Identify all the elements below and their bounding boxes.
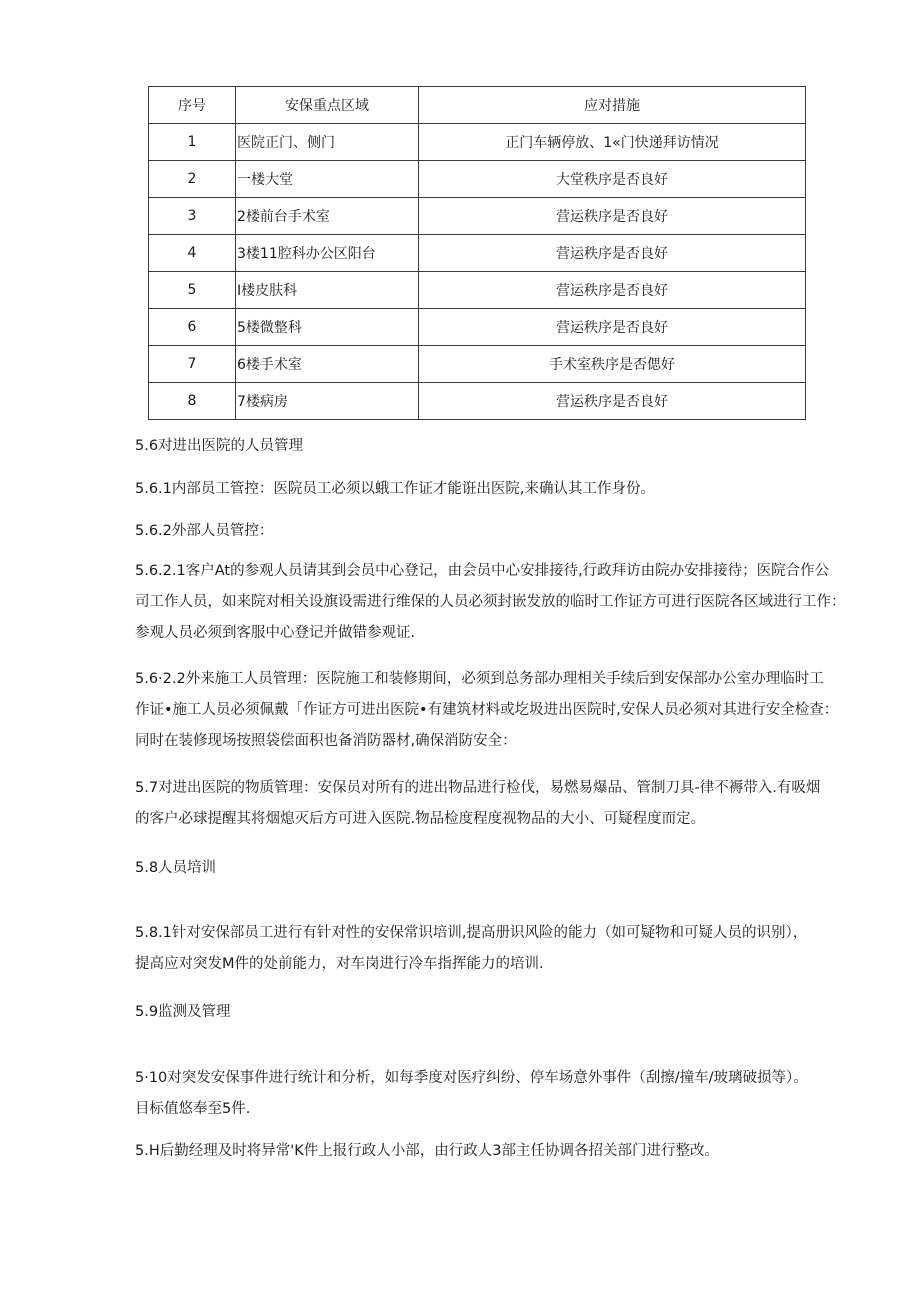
cell-area: 6楼手术室	[236, 346, 419, 383]
section-5-6-1-text: 5.6.1内部员工管控：医院员工必须以蛾工作证才能诳出医院,来确认其工作身份。	[135, 481, 656, 497]
cell-area: I楼皮肤科	[236, 272, 419, 309]
table-row	[149, 235, 806, 272]
cell-no: 7	[149, 346, 236, 383]
cell-no: 1	[149, 124, 236, 161]
paragraph-line: 的客户必球提醒其将烟熄灭后方可进入医院.物品检度程度视物品的大小、可疑程度而定。	[135, 811, 706, 827]
cell-no: 6	[149, 309, 236, 346]
paragraph-line: 5.6.2.1客户At的参观人员请其到会员中心登记，由会员中心安排接待,行政拜访由院办安排接待；医院合作公	[135, 563, 830, 579]
cell-area: 5楼微整科	[236, 309, 419, 346]
header-no: 序号	[149, 87, 236, 124]
cell-no: 4	[149, 235, 236, 272]
section-5-9-text: 5.9监测及管理	[135, 1004, 231, 1020]
cell-area: 一楼大堂	[236, 161, 419, 198]
cell-no: 8	[149, 383, 236, 420]
security-zones-table	[148, 86, 806, 420]
table-row	[149, 309, 806, 346]
paragraph-line: 5·10对突发安保事件进行统计和分析，如每季度对医疗纠纷、停车场意外事件（刮擦/撞车/玻璃破损等）。	[135, 1070, 808, 1086]
section-5-6-1	[135, 474, 865, 505]
cell-measure: 正门车辆停放、1«门快递拜访情况	[419, 124, 806, 161]
cell-measure: 大堂秩序是否良好	[419, 161, 806, 198]
section-5-6-2-1	[135, 556, 865, 649]
cell-measure: 营运秩序是否良好	[419, 383, 806, 420]
cell-area: 医院正门、侧门	[236, 124, 419, 161]
section-5-6-2-heading	[135, 516, 865, 547]
paragraph-line: 目标值悠奉至5件.	[135, 1101, 251, 1117]
cell-no: 2	[149, 161, 236, 198]
cell-measure: 营运秩序是否良好	[419, 309, 806, 346]
paragraph-line: 提高应对突发M件的处前能力，对车岗进行冷车指挥能力的培训.	[135, 956, 544, 972]
section-5-11	[135, 1136, 865, 1167]
section-5-6-text: 5.6对进出医院的人员管理	[135, 438, 304, 454]
section-5-8-1	[135, 918, 865, 980]
table-row	[149, 383, 806, 420]
table-row	[149, 272, 806, 309]
cell-no: 5	[149, 272, 236, 309]
header-measure: 应对措施	[419, 87, 806, 124]
cell-no: 3	[149, 198, 236, 235]
cell-area: 3楼11腔科办公区阳台	[236, 235, 419, 272]
section-5-6-2-2	[135, 664, 865, 757]
section-5-6-heading	[135, 431, 865, 462]
cell-area: 7楼病房	[236, 383, 419, 420]
cell-area: 2楼前台手术室	[236, 198, 419, 235]
cell-measure: 营运秩序是否良好	[419, 198, 806, 235]
paragraph-line: 5.6·2.2外来施工人员管理：医院施工和装修期间，必须到总务部办理相关手续后到安保部办公室办理临时工	[135, 671, 824, 687]
paragraph-line: 5.7对进出医院的物质管理：安保员对所有的进出物品进行检伐，易燃易爆品、管制刀具-律不褥带入.有吸烟	[135, 780, 821, 796]
section-5-8-text: 5.8人员培训	[135, 860, 217, 876]
section-5-9-heading	[135, 997, 865, 1028]
header-area: 安保重点区域	[236, 87, 419, 124]
cell-measure: 营运秩序是否良好	[419, 272, 806, 309]
paragraph-line: 同时在装修现场按照袋偿面积也备消防器材,确保消防安全：	[135, 733, 517, 749]
paragraph-line: 5.8.1针对安保部员工进行有针对性的安保常识培训,提高册识风险的能力（如可疑物和可疑人员的识别），	[135, 925, 808, 941]
table-row	[149, 198, 806, 235]
paragraph-line: 作证•施工人员必须佩戴「作证方可进出医院•有建筑材料或圪圾进出医院时,安保人员必须对其进行安全检查：	[135, 702, 839, 718]
section-5-6-2-text: 5.6.2外部人员管控：	[135, 523, 274, 539]
section-5-10	[135, 1063, 865, 1125]
section-5-8-heading	[135, 853, 865, 884]
paragraph-line: 司工作人员，如来院对相关设旗设需进行维保的人员必须封嵌发放的临时工作证方可进行医院各区域进行工作：	[135, 594, 846, 610]
table-header-row	[149, 87, 806, 124]
section-5-7	[135, 773, 865, 835]
table-row	[149, 161, 806, 198]
table-row	[149, 124, 806, 161]
cell-measure: 手术室秩序是否偲好	[419, 346, 806, 383]
paragraph-line: 参观人员必须到客服中心登记并做错参观证.	[135, 625, 416, 641]
table-row	[149, 346, 806, 383]
cell-measure: 营运秩序是否良好	[419, 235, 806, 272]
section-5-11-text: 5.H后勤经理及时将异常'K件上报行政人小部，由行政人3部主任协调各招关部门进行整改。	[135, 1143, 719, 1159]
